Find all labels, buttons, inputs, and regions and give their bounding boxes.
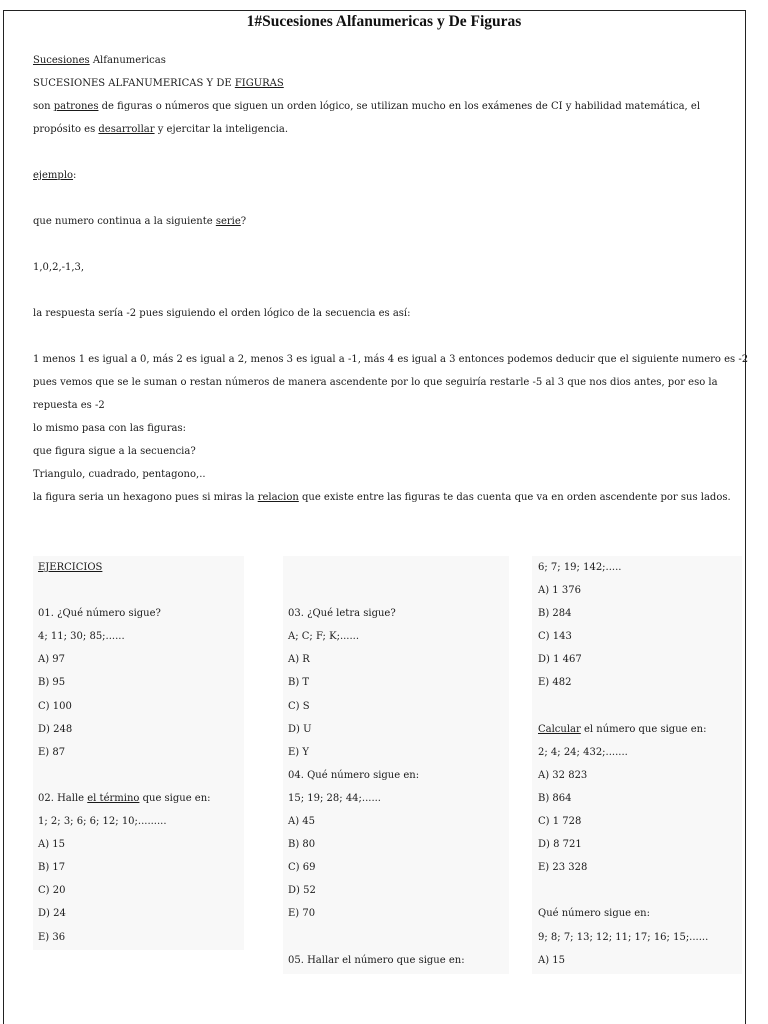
figures-line-2: que figura sigue a la secuencia? — [33, 446, 196, 457]
intro-heading: Sucesiones Alfanumericas — [33, 55, 166, 66]
question-07: Qué número sigue en: — [538, 908, 650, 920]
termino-link[interactable]: el término — [87, 792, 140, 804]
figures-line-3: Triangulo, cuadrado, pentagono,.. — [33, 469, 206, 480]
figures-line-1: lo mismo pasa con las figuras: — [33, 423, 186, 434]
desarrollar-link[interactable]: desarrollar — [98, 124, 155, 135]
option: A) 1 376 — [538, 585, 581, 597]
option: B) 284 — [538, 608, 572, 620]
option: E) 87 — [38, 746, 66, 758]
option: C) 100 — [38, 700, 72, 712]
question-05-sequence: 6; 7; 19; 142;..... — [538, 562, 622, 573]
option: C) 20 — [38, 885, 66, 897]
option: D) 1 467 — [538, 654, 582, 666]
option: D) 8 721 — [538, 839, 582, 851]
option: C) 143 — [538, 631, 572, 643]
option: A) R — [288, 654, 310, 666]
question-03: 03. ¿Qué letra sigue? — [288, 608, 396, 620]
option: E) 23 328 — [538, 862, 588, 874]
intro-caps-heading: SUCESIONES ALFANUMERICAS Y DE FIGURAS — [33, 78, 284, 89]
option: A) 32 823 — [538, 769, 588, 781]
option: B) 80 — [288, 839, 316, 851]
heading-link[interactable]: Sucesiones — [33, 55, 90, 66]
intro-section — [33, 49, 749, 509]
option: B) 17 — [38, 862, 66, 874]
definition-line-1: son patrones de figuras o números que siguen un orden lógico, se utilizan mucho en los exámenes de CI y habilidad matemática, el — [33, 101, 701, 112]
calcular-link[interactable]: Calcular — [538, 723, 581, 735]
option: C) 69 — [288, 862, 316, 874]
explanation-line-1: 1 menos 1 es igual a 0, más 2 es igual a 2, menos 3 es igual a -1, más 4 es igual a 3 entonces podemos deducir que el siguiente numero es -2 — [33, 354, 749, 365]
question-01: 01. ¿Qué número sigue? — [38, 608, 161, 620]
exercises-heading: EJERCICIOS — [38, 562, 103, 573]
figuras-link[interactable]: FIGURAS — [234, 78, 284, 89]
option: B) T — [288, 677, 310, 689]
option: E) 482 — [538, 677, 572, 689]
option: A) 15 — [538, 954, 566, 966]
exercises-column-1 — [33, 556, 244, 950]
question-03-sequence: A; C; F; K;...... — [288, 631, 360, 643]
question-07-sequence: 9; 8; 7; 13; 12; 11; 17; 16; 15;...... — [538, 931, 709, 943]
document-title: 1#Sucesiones Alfanumericas y De Figuras — [246, 13, 522, 30]
figures-line-4: la figura seria un hexagono pues si miras la relacion que existe entre las figuras te das cuenta que va en orden ascendente por sus lados. — [33, 492, 731, 503]
option: D) 52 — [288, 885, 316, 897]
question-04-sequence: 15; 19; 28; 44;...... — [288, 792, 381, 804]
question-05: 05. Hallar el número que sigue en: — [288, 954, 465, 966]
option: D) U — [288, 723, 312, 735]
option: E) 36 — [38, 931, 66, 943]
relacion-link[interactable]: relacion — [257, 492, 299, 503]
ejemplo-link[interactable]: ejemplo — [33, 170, 74, 181]
option: E) Y — [288, 746, 309, 758]
option: D) 24 — [38, 908, 66, 920]
definition-line-2: propósito es desarrollar y ejercitar la inteligencia. — [33, 124, 289, 135]
option: C) S — [288, 700, 310, 712]
question-06: Calcular el número que sigue en: — [538, 723, 707, 735]
serie-link[interactable]: serie — [215, 216, 241, 227]
question-06-sequence: 2; 4; 24; 432;....... — [538, 746, 628, 758]
question-02: 02. Halle el término que sigue en: — [38, 792, 211, 804]
question-02-sequence: 1; 2; 3; 6; 6; 12; 10;......... — [38, 816, 167, 828]
example-label: ejemplo: — [33, 170, 77, 181]
option: D) 248 — [38, 723, 73, 735]
exercises-column-3 — [532, 556, 742, 974]
option: A) 15 — [38, 839, 66, 851]
exercises-column-2 — [283, 556, 509, 974]
example-answer: la respuesta sería -2 pues siguiendo el orden lógico de la secuencia es así: — [33, 308, 411, 319]
example-question: que numero continua a la siguiente serie? — [33, 216, 247, 227]
question-01-sequence: 4; 11; 30; 85;...... — [38, 631, 125, 643]
option: E) 70 — [288, 908, 316, 920]
patrones-link[interactable]: patrones — [53, 101, 99, 112]
option: B) 95 — [38, 677, 66, 689]
question-04: 04. Qué número sigue en: — [288, 769, 420, 781]
option: A) 45 — [288, 816, 316, 828]
explanation-line-3: repuesta es -2 — [33, 400, 105, 411]
option: A) 97 — [38, 654, 66, 666]
explanation-line-2: pues vemos que se le suman o restan números de manera ascendente por lo que seguiría restarle -5 al 3 que nos dios antes, por eso la — [33, 377, 718, 388]
example-series: 1,0,2,-1,3, — [33, 262, 85, 273]
option: C) 1 728 — [538, 816, 582, 828]
option: B) 864 — [538, 792, 572, 804]
